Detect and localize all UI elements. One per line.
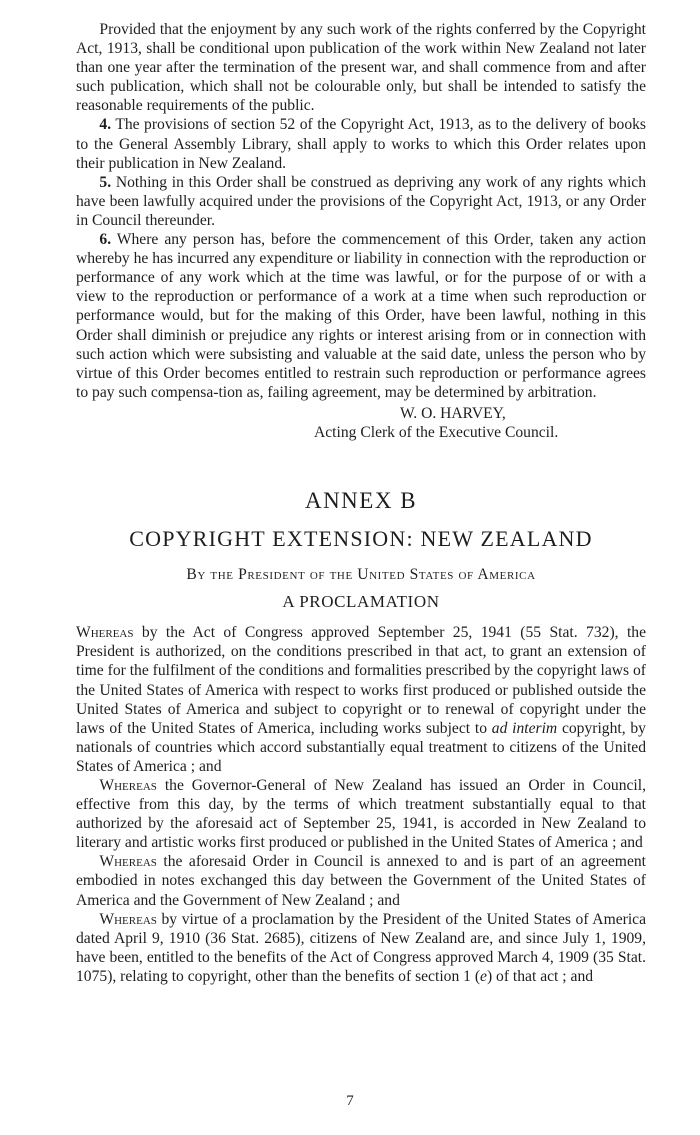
paragraph-5 <box>76 173 646 230</box>
whereas-lead: Whereas <box>99 910 157 928</box>
whereas-lead: Whereas <box>99 777 157 794</box>
italic-term: ad interim <box>491 719 558 737</box>
signature-block <box>76 404 646 442</box>
paragraph-text: Nothing in this Order shall be construed as depriving any work of any rights which have been lawfully acquired under the provisions of the Copyright Act, 1913, or any Order in Council thereunder. <box>76 173 646 229</box>
document-page <box>76 20 646 986</box>
paragraph-text: copyright, by nationals of countries which accord substantially equal treatment to citizens of the United States of America ; and <box>76 719 646 775</box>
page-number: 7 <box>346 1093 354 1109</box>
whereas-paragraph-4 <box>76 910 646 986</box>
paragraph-text: the aforesaid Order in Council is annexed to and is part of an agreement embodied in notes exchanged this day between the Government of the United States of America and the Government of New Zealand ; and <box>76 853 646 909</box>
whereas-paragraph-1 <box>76 623 646 776</box>
paragraph-text: Provided that the enjoyment by any such work of the rights conferred by the Copyright Act, 1913, shall be conditional upon publication of the work within New Zealand not later than one year after the termination of the present war, and shall commence from and after such publication, which shall not be colourable only, but shall be intended to satisfy the reasonable requirements of the public. <box>76 21 646 115</box>
annex-title: ANNEX B <box>304 488 418 514</box>
paragraph-4 <box>76 115 646 172</box>
whereas-lead: Whereas <box>76 624 134 642</box>
paragraph-text: the Governor-General of New Zealand has issued an Order in Council, effective from this day, by the terms of which treatment substantially equal to that authorized by the aforesaid act of September 25, 1941, is accorded in New Zealand to literary and artistic works first produced or published in the United States of America ; and <box>76 777 646 852</box>
whereas-lead: Whereas <box>99 853 157 871</box>
paragraph-6 <box>76 230 646 402</box>
paragraph-number: 4. <box>99 116 112 134</box>
paragraph-number: 6. <box>99 231 112 249</box>
signatory-title: Acting Clerk of the Executive Council. <box>314 423 559 441</box>
paragraph-text: by the Act of Congress approved September 25, 1941 (55 Stat. 732), the President is authorized, on the conditions prescribed in that act, to grant an extension of time for the fulfilment of the conditions and formalities prescribed by the copyright laws of the United States of America with respect to works first produced or published outside the United States of America and subject to copyright or to renewal of copyright under the laws of the United States of America, including works subject to <box>76 624 646 737</box>
signatory-name: W. O. HARVEY, <box>400 404 506 422</box>
annex-heading: COPYRIGHT EXTENSION: NEW ZEALAND <box>129 526 593 552</box>
italic-term: e <box>480 967 487 985</box>
whereas-paragraph-3 <box>76 852 646 909</box>
paragraph-text: by virtue of a proclamation by the President of the United States of America dated April 9, 1910 (36 Stat. 2685), citizens of New Zealand are, and since July 1, 1909, have been, entitled to the benefits of the Act of Congress approved March 4, 1909 (35 Stat. 1075), relating to copyright, other than the benefits of section 1 ( <box>76 910 646 985</box>
proclamation-heading: A PROCLAMATION <box>282 592 440 612</box>
paragraph-proviso <box>76 20 646 115</box>
paragraph-number: 5. <box>99 173 112 191</box>
whereas-paragraph-2 <box>76 776 646 852</box>
paragraph-text: Where any person has, before the commencement of this Order, taken any action whereby he has incurred any expenditure or liability in connection with the reproduction or performance of any work which at the time was lawful, or for the purpose of or with a view to the reproduction or performance of a work at a time when such reproduction or performance would, but for the making of this Order, have been lawful, nothing in this Order shall diminish or prejudice any rights or interest arising from or in connection with such action which were subsisting and valuable at the said date, unless the person who by virtue of this Order becomes entitled to restrain such reproduction or performance agrees to pay such compensa-tion as, failing agreement, may be determined by arbitration. <box>76 231 646 401</box>
paragraph-text: The provisions of section 52 of the Copyright Act, 1913, as to the delivery of books to the General Assembly Library, shall apply to works to which this Order relates upon their publication in New Zealand. <box>76 116 646 172</box>
by-line: By the President of the United States of America <box>186 566 536 584</box>
paragraph-text: ) of that act ; and <box>486 967 594 985</box>
